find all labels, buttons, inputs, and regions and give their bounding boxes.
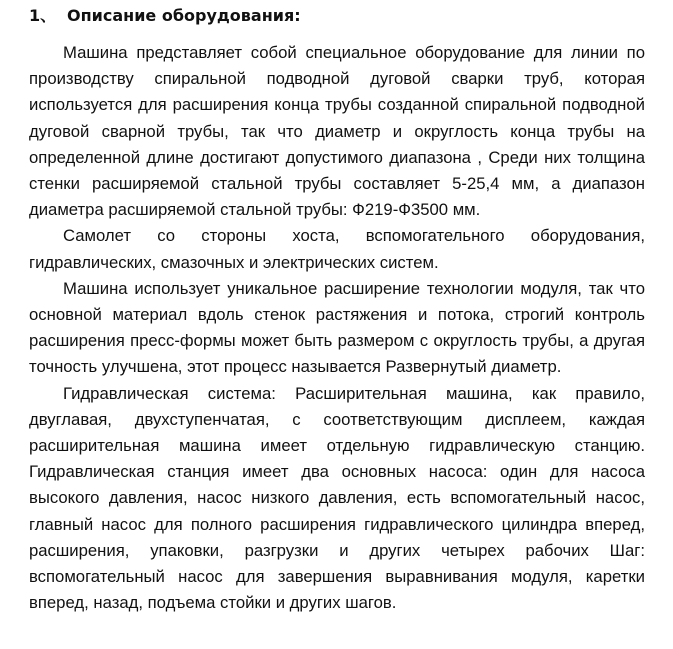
section-number: 1、	[29, 6, 57, 25]
paragraph-hydraulic-system: Гидравлическая система: Расширительная машина, как правило, двуглавая, двухступенчатая, с соответствующим дисплеем, каждая расширительная машина имеет отдельную гидравлическую станцию. Гидравлическая станция имеет два основных насоса: один для насоса высокого давления, насос низкого давления, есть вспомогательный насос, главный насос для полного расширения гидравлического цилиндра вперед, расширения, упаковки, разгрузки и других четырех рабочих Шаг: вспомогательный насос для завершения выравнивания модуля, каретки вперед, назад, подъема стойки и других шагов.	[29, 383, 645, 613]
paragraph-module-technology: Машина использует уникальное расширение технологии модуля, так что основной материал вдоль стенок растяжения и потока, строгий контроль расширения пресс-формы может быть размером с округлость трубы, а другая точность улучшена, этот процесс называется Развернутый диаметр.	[29, 278, 645, 377]
paragraph-systems: Самолет со стороны хоста, вспомогательного оборудования, гидравлических, смазочных и электрических систем.	[29, 226, 645, 272]
section-heading	[29, 6, 645, 26]
paragraph-machine-description: Машина представляет собой специальное оборудование для линии по производству спиральной подводной дуговой сварки труб, которая используется для расширения конца трубы созданной спиральной подводной дуговой сварной трубы, так что диаметр и округлость конца трубы на определенной длине достигают допустимого диапазона , Среди них толщина стенки расширяемой стальной трубы составляет 5-25,4 мм, а диапазон диаметра расширяемой стальной трубы: Ф219-Ф3500 мм.	[29, 43, 645, 220]
section-title: Описание оборудования:	[67, 6, 301, 25]
